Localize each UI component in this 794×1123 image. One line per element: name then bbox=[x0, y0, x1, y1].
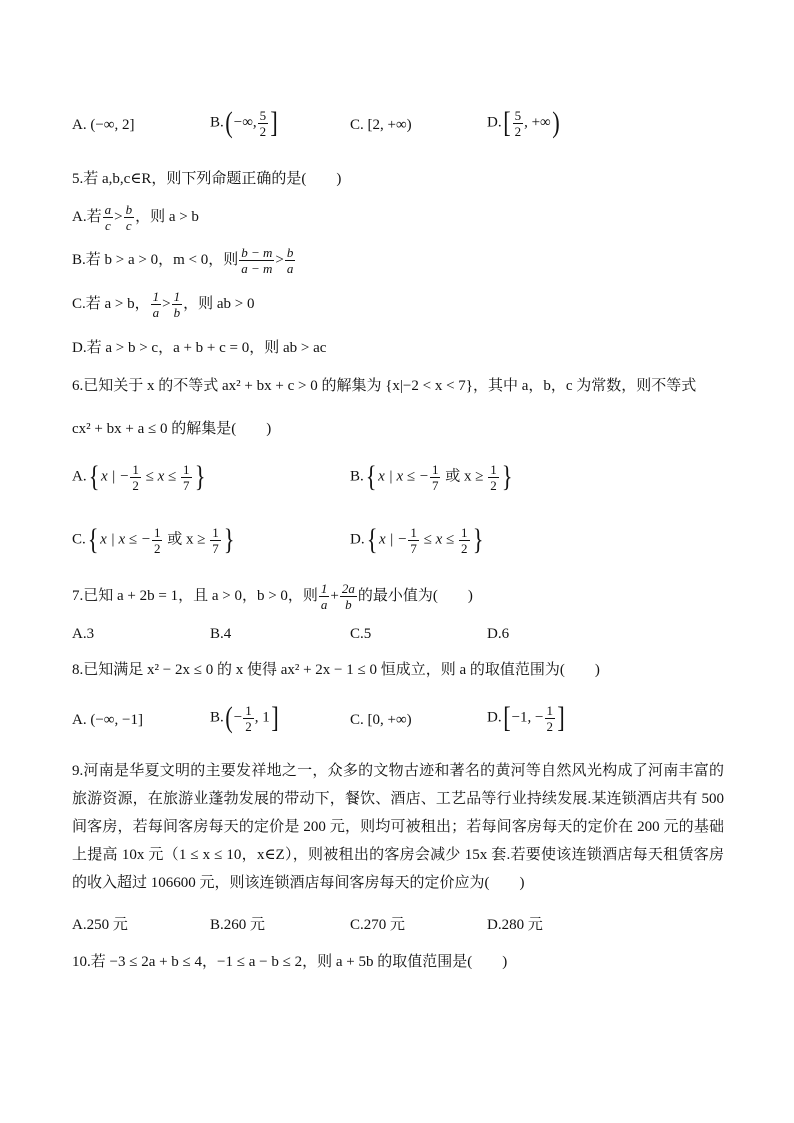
q7-option-c: C.5 bbox=[350, 626, 372, 642]
q6-option-c: C.{ x | x ≤ − $\frac{1}{2}$ 或 x ≥ $\frac{1}{7}$ } bbox=[72, 523, 235, 556]
q8-option-a: A. (−∞, −1] bbox=[72, 712, 143, 728]
q9-option-a: A.250 元 bbox=[72, 917, 128, 933]
q7-option-b: B.4 bbox=[210, 626, 232, 642]
q6-stem-line2: cx² + bx + a ≤ 0 的解集是( ) bbox=[72, 421, 272, 437]
q8-option-b: B.(− $\frac{1}{2}$ , 1] bbox=[210, 701, 279, 734]
q9-option-d: D.280 元 bbox=[487, 917, 543, 933]
q9-option-b: B.260 元 bbox=[210, 917, 266, 933]
q5-option-d: D.若 a > b > c，a + b + c = 0，则 ab > ac bbox=[72, 340, 327, 356]
q6-option-a: A.{ x | − $\frac{1}{2}$ ≤ x ≤ $\frac{1}{7}$ } bbox=[72, 460, 206, 493]
q5-option-c: C.若 a > b， $\frac{1}{a}$ > $\frac{1}{b}$ ，则 ab > 0 bbox=[72, 289, 255, 320]
q6-option-b: B.{ x | x ≤ − $\frac{1}{7}$ 或 x ≥ $\frac{1}{2}$ } bbox=[350, 460, 513, 493]
q4-option-c: C. [2, +∞) bbox=[350, 117, 412, 133]
q10-stem: 10.若 −3 ≤ 2a + b ≤ 4，−1 ≤ a − b ≤ 2，则 a + 5b 的取值范围是( ) bbox=[72, 954, 508, 970]
q4-option-a: A. (−∞, 2] bbox=[72, 117, 135, 133]
q8-stem: 8.已知满足 x² − 2x ≤ 0 的 x 使得 ax² + 2x − 1 ≤ 0 恒成立，则 a 的取值范围为( ) bbox=[72, 662, 600, 678]
q7-option-a: A.3 bbox=[72, 626, 95, 642]
q5-option-a: A.若 $\frac{a}{c}$ > $\frac{b}{c}$ ，则 a > b bbox=[72, 202, 199, 233]
q5-option-b: B.若 b > a > 0，m < 0，则 $\frac{b - m}{a - m}$ > $\frac{b}{a}$ bbox=[72, 245, 294, 276]
q8-option-c: C. [0, +∞) bbox=[350, 712, 412, 728]
q6-option-d: D.{ x | − $\frac{1}{7}$ ≤ x ≤ $\frac{1}{2}$ } bbox=[350, 523, 484, 556]
q9-stem: 9.河南是华夏文明的主要发祥地之一，众多的文物古迹和著名的黄河等自然风光构成了河南丰富的旅游资源，在旅游业蓬勃发展的带动下，餐饮、酒店、工艺品等行业持续发展.某连锁酒店共有 500 间客房，若每间客房每天的定价是 200 元，则均可被租出；若每间客房每天的定价在 200 元的基础上提高 10x 元（1 ≤ x ≤ 10，x∈Z），则被租出的客房会减少 15x 套.若要使该连锁酒店每天租赁客房的收入超过 106600 元，则该连锁酒店每间客房每天的定价应为( ) bbox=[72, 763, 724, 891]
q5-stem: 5.若 a,b,c∈R，则下列命题正确的是( ) bbox=[72, 171, 342, 187]
q7-option-d: D.6 bbox=[487, 626, 510, 642]
q8-option-d: D.[−1, − $\frac{1}{2}$ ] bbox=[487, 701, 565, 734]
q6-stem-line1: 6.已知关于 x 的不等式 ax² + bx + c > 0 的解集为 {x|−2 < x < 7}，其中 a，b，c 为常数，则不等式 bbox=[72, 378, 697, 394]
q4-option-b: B.(−∞, $\frac{5}{2}$ ] bbox=[210, 106, 278, 139]
q4-option-d: D.[ $\frac{5}{2}$ , +∞) bbox=[487, 106, 560, 139]
q7-stem: 7.已知 a + 2b = 1，且 a > 0，b > 0，则 $\frac{1}{a}$ + $\frac{2a}{b}$ 的最小值为( ) bbox=[72, 581, 473, 612]
q9-option-c: C.270 元 bbox=[350, 917, 406, 933]
